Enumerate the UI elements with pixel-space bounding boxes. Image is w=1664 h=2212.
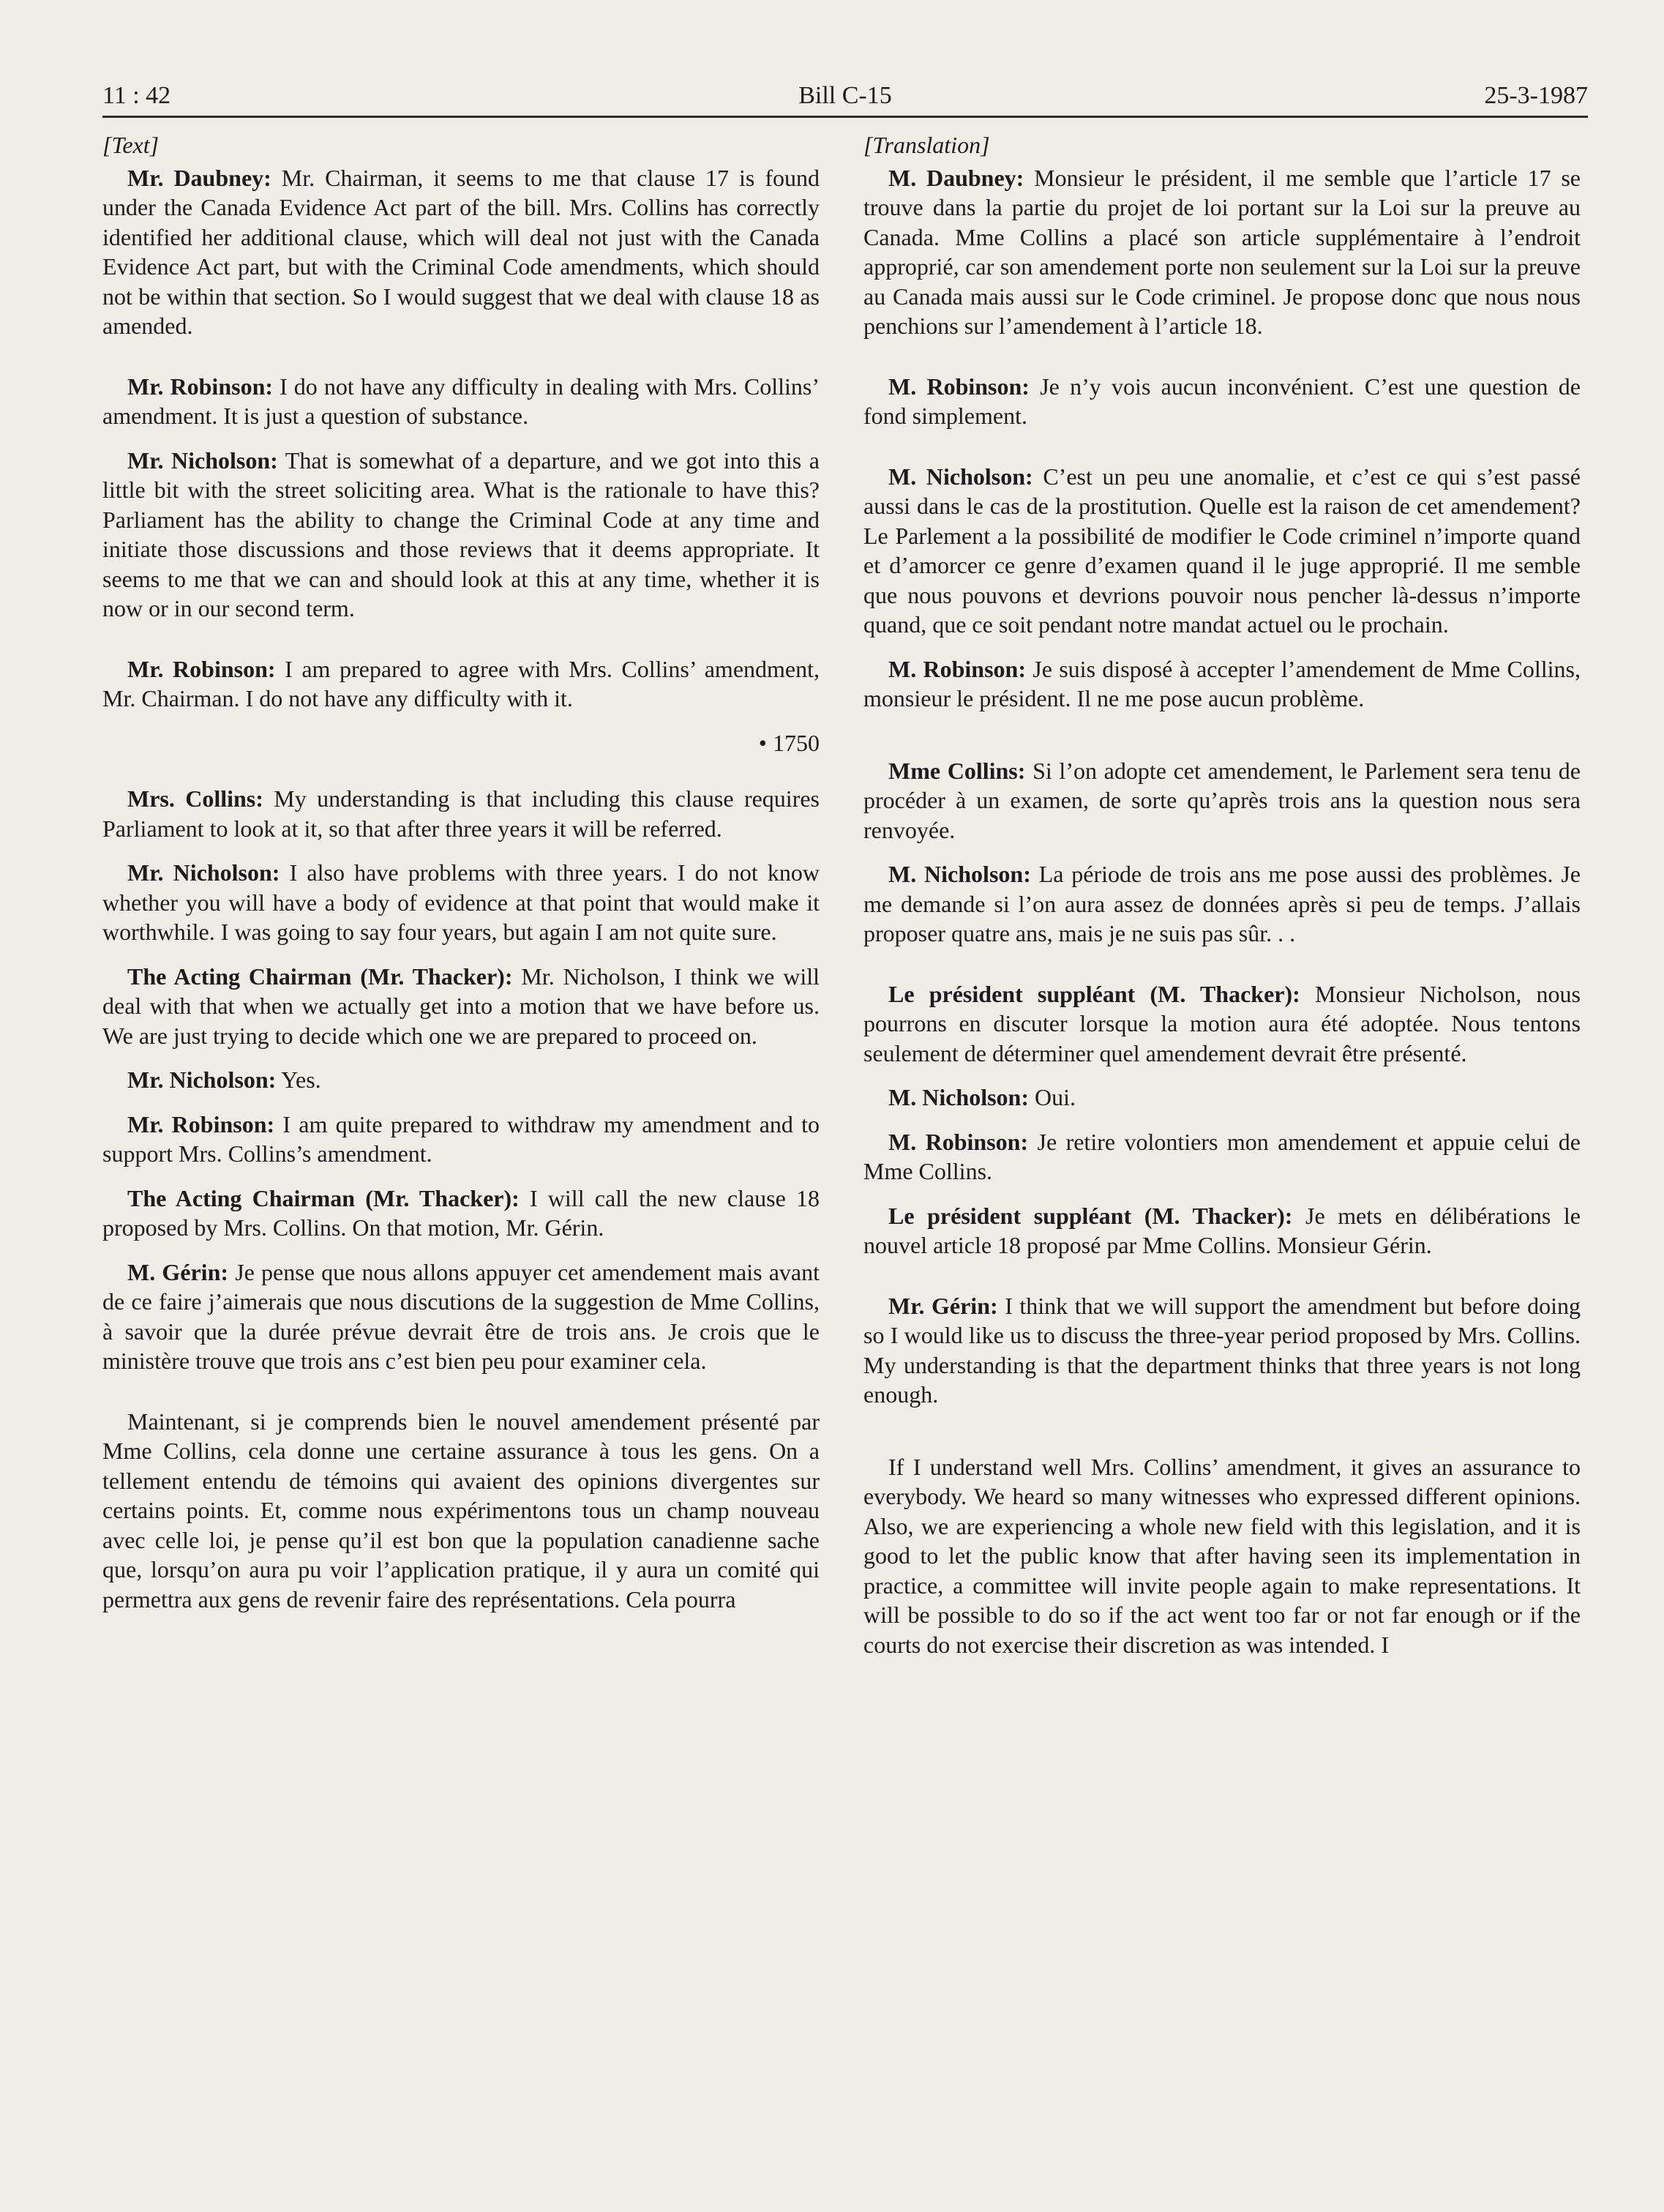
paragraph bbox=[102, 163, 820, 341]
speaker: Le président suppléant (M. Thacker): bbox=[888, 1202, 1293, 1229]
speech: Je mets en délibérations le nouvel article 18 proposé par Mme Collins. Monsieur Gérin. bbox=[863, 1202, 1581, 1258]
speech: I will call the new clause 18 proposed by Mrs. Collins. On that motion, Mr. Gérin. bbox=[102, 1184, 820, 1241]
paragraph bbox=[863, 1201, 1581, 1260]
speech: I am prepared to agree with Mrs. Collins’ amendment, Mr. Chairman. I do not have any difficulty with it. bbox=[102, 655, 820, 711]
french-column bbox=[863, 130, 1581, 1674]
bill-title: Bill C-15 bbox=[798, 82, 892, 109]
speaker: Mr. Nicholson: bbox=[127, 446, 278, 474]
speaker: M. Daubney: bbox=[888, 164, 1024, 191]
paragraph bbox=[863, 1291, 1581, 1410]
page-date: 25-3-1987 bbox=[1484, 82, 1588, 109]
speaker: Mr. Daubney: bbox=[127, 164, 271, 191]
paragraph bbox=[102, 654, 820, 714]
speaker: Mr. Robinson: bbox=[127, 373, 274, 400]
speaker: Mrs. Collins: bbox=[127, 785, 263, 812]
speech: Monsieur Nicholson, nous pourrons en discuter lorsque la motion aura été adoptée. Nous tentons seulement de déterminer quel amendement devrait être présenté. bbox=[863, 980, 1581, 1066]
paragraph bbox=[863, 1127, 1581, 1187]
speaker: Mr. Gérin: bbox=[888, 1292, 998, 1319]
paragraph bbox=[102, 962, 820, 1051]
paragraph bbox=[102, 372, 820, 431]
paragraph bbox=[102, 1184, 820, 1243]
speaker: M. Nicholson: bbox=[888, 463, 1033, 490]
speech: Je pense que nous allons appuyer cet amendement mais avant de ce faire j’aimerais que nous discutions de la suggestion de Mme Collins, à savoir que la durée prévue devrait être de trois ans. Je crois que le ministère trouve que trois ans c’est bien peu pour examiner cela. bbox=[102, 1258, 820, 1374]
paragraph bbox=[102, 1407, 820, 1615]
speech: I also have problems with three years. I do not know whether you will have a body of evidence at that point that would make it worthwhile. I was going to say four years, but again I am not quite sure. bbox=[102, 859, 820, 945]
speaker: M. Nicholson: bbox=[888, 861, 1031, 887]
speech: Je suis disposé à accepter l’amendement de Mme Collins, monsieur le président. Il ne me pose aucun problème. bbox=[863, 655, 1581, 711]
speaker: M. Robinson: bbox=[888, 373, 1030, 400]
speech: Je retire volontiers mon amendement et appuie celui de Mme Collins. bbox=[863, 1128, 1581, 1184]
speech: Je n’y vois aucun inconvénient. C’est une question de fond simplement. bbox=[863, 373, 1581, 429]
speech: Si l’on adopte cet amendement, le Parlement sera tenu de procéder à un examen, de sorte qu’après trois ans la question nous sera renvoyée. bbox=[863, 757, 1581, 843]
paragraph bbox=[863, 462, 1581, 640]
speech: I am quite prepared to withdraw my amendment and to support Mrs. Collins’s amendment. bbox=[102, 1110, 820, 1167]
speaker: M. Robinson: bbox=[888, 655, 1026, 682]
speaker: Mr. Robinson: bbox=[127, 655, 276, 682]
paragraph bbox=[863, 979, 1581, 1069]
speaker: Mr. Nicholson: bbox=[127, 1066, 277, 1093]
speaker: M. Robinson: bbox=[888, 1128, 1029, 1155]
paragraph bbox=[863, 1452, 1581, 1660]
english-column bbox=[102, 130, 820, 1629]
section-label: [Translation] bbox=[863, 132, 990, 158]
timestamp: • 1750 bbox=[758, 729, 820, 756]
speech: My understanding is that including this clause requires Parliament to look at it, so that after three years it will be referred. bbox=[102, 785, 820, 842]
speech: Yes. bbox=[276, 1066, 321, 1093]
speech: C’est un peu une anomalie, et c’est ce qui s’est passé aussi dans le cas de la prostitution. Quelle est la raison de cet amendement? Le Parlement a la possibilité de modifier le Code criminel n’importe quand et d’amorcer ce genre d’examen quand il le juge approprié. Il me semble que nous pouvons et devrions pouvoir nous pencher là-dessus n’importe quand, que ce soit pendant notre mandat actuel ou le prochain. bbox=[863, 463, 1581, 638]
speech: La période de trois ans me pose aussi des problèmes. Je me demande si l’on aura assez de données après si peu de temps. J’allais proposer quatre ans, mais je ne suis pas sûr. . . bbox=[863, 861, 1581, 946]
page-number: 11 : 42 bbox=[102, 82, 171, 109]
speaker: Mr. Robinson: bbox=[127, 1110, 275, 1137]
paragraph bbox=[863, 654, 1581, 714]
speech: I think that we will support the amendment but before doing so I would like us to discuss the three-year period proposed by Mrs. Collins. My understanding is that the department thinks that three years is not long enough. bbox=[863, 1292, 1581, 1408]
paragraph bbox=[102, 784, 820, 843]
speech: Monsieur le président, il me semble que l’article 17 se trouve dans la partie du projet de loi portant sur la Loi sur la preuve au Canada. Mme Collins a placé son article supplémentaire à l’endroit approprié, car son amendement porte non seulement sur la Loi sur la preuve au Canada mais aussi sur le Code criminel. Je propose donc que nous nous penchions sur l’amendement à l’article 18. bbox=[863, 164, 1581, 339]
speaker: M. Nicholson: bbox=[888, 1084, 1029, 1110]
paragraph bbox=[863, 163, 1581, 341]
paragraph bbox=[102, 1065, 820, 1095]
speech: Oui. bbox=[1029, 1084, 1076, 1110]
speech: Mr. Nicholson, I think we will deal with that when we actually get into a motion that we have before us. We are just trying to decide which one we are prepared to proceed on. bbox=[102, 963, 820, 1049]
paragraph bbox=[863, 859, 1581, 949]
speech: That is somewhat of a departure, and we got into this a little bit with the street soliciting area. What is the rationale to have this? Parliament has the ability to change the Criminal Code at any time and initiate those discussions and those reviews that it deems appropriate. It seems to me that we can and should look at this at any time, whether it is now or in our second term. bbox=[102, 446, 820, 621]
speech: Maintenant, si je comprends bien le nouvel amendement présenté par Mme Collins, cela donne une certaine assurance à tous les gens. On a tellement entendu de témoins qui avaient des opinions divergentes sur certains points. Et, comme nous expérimentons tous un champ nouveau avec celle loi, je pense qu’il est bon que la population canadienne sache que, lorsqu’on aura pu voir l’application pratique, il y aura un comité qui permettra aux gens de revenir faire des représentations. Cela pourra bbox=[102, 1408, 820, 1613]
speaker: Mme Collins: bbox=[888, 757, 1026, 784]
paragraph bbox=[102, 1110, 820, 1169]
paragraph bbox=[863, 372, 1581, 431]
page-header bbox=[102, 73, 1588, 118]
speech: If I understand well Mrs. Collins’ amendment, it gives an assurance to everybody. We heard so many witnesses who expressed different opinions. Also, we are experiencing a whole new field with this legislation, and it is good to let the public know that after having seen its implementation in practice, a committee will invite people again to make representations. It will be possible to do so if the act went too far or not far enough or if the courts do not exercise their discretion as was intended. I bbox=[863, 1453, 1581, 1658]
speaker: Le président suppléant (M. Thacker): bbox=[888, 980, 1300, 1007]
paragraph bbox=[102, 858, 820, 947]
section-label: [Text] bbox=[102, 132, 160, 158]
speech: Mr. Chairman, it seems to me that clause 17 is found under the Canada Evidence Act part of the bill. Mrs. Collins has correctly identified her additional clause, which will deal not just with the Canada Evidence Act part, but with the Criminal Code amendments, which should not be within that section. So I would suggest that we deal with clause 18 as amended. bbox=[102, 164, 820, 339]
speaker: The Acting Chairman (Mr. Thacker): bbox=[127, 963, 513, 990]
paragraph bbox=[863, 756, 1581, 845]
paragraph bbox=[863, 1083, 1581, 1113]
paragraph bbox=[102, 1258, 820, 1376]
speaker: The Acting Chairman (Mr. Thacker): bbox=[127, 1184, 520, 1211]
speech: I do not have any difficulty in dealing with Mrs. Collins’ amendment. It is just a question of substance. bbox=[102, 373, 820, 429]
paragraph bbox=[102, 446, 820, 624]
speaker: Mr. Nicholson: bbox=[127, 859, 280, 886]
speaker: M. Gérin: bbox=[127, 1258, 229, 1285]
